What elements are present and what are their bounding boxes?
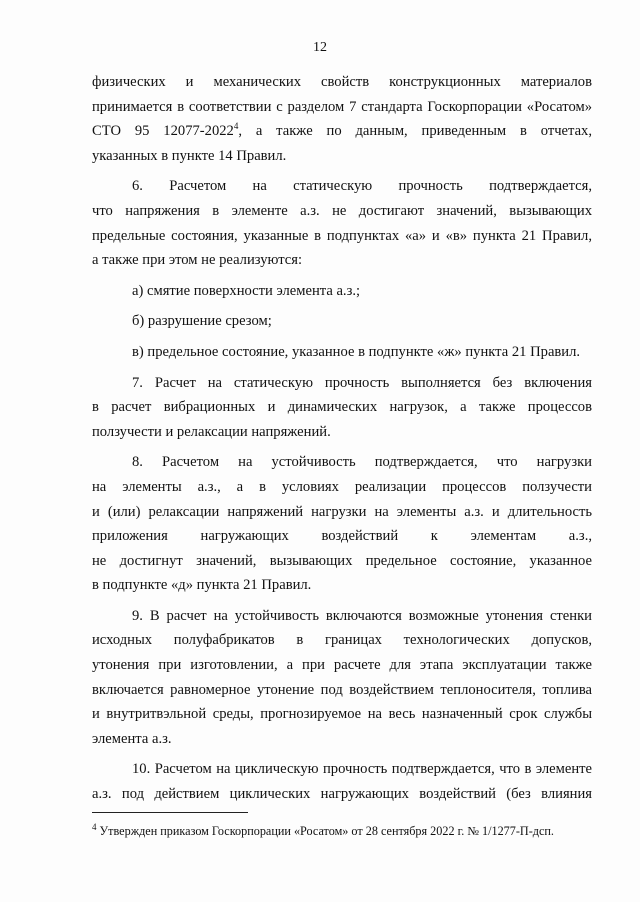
text-line: а.з. под действием циклических нагружающих воздействий (без влияния bbox=[92, 786, 592, 803]
text-line: что напряжения в элементе а.з. не достигают значений, вызывающих bbox=[92, 202, 592, 219]
paragraph-continuation bbox=[92, 70, 592, 168]
footnote bbox=[92, 823, 592, 839]
text-line: на элементы а.з., а в условиях реализации процессов ползучести bbox=[92, 478, 592, 495]
text-line: физических и механических свойств конструкционных материалов bbox=[92, 74, 592, 90]
paragraph-10 bbox=[92, 757, 592, 806]
text-line bbox=[92, 119, 592, 144]
list-item: в) предельное состояние, указанное в подпункте «ж» пункта 21 Правил. bbox=[132, 343, 581, 360]
page-content bbox=[92, 70, 592, 807]
text-line: и (или) релаксации напряжений нагрузки на элементы а.з. и длительность bbox=[92, 503, 592, 520]
text-line: 10. Расчетом на циклическую прочность подтверждается, что в элементе bbox=[132, 761, 592, 778]
footnote-reference: 4 bbox=[233, 121, 239, 132]
text-line: ползучести и релаксации напряжений. bbox=[92, 423, 331, 440]
text-line: включается равномерное утонение под воздействием теплоносителя, топлива bbox=[92, 681, 592, 698]
list-item: а) смятие поверхности элемента а.з.; bbox=[132, 282, 361, 299]
text-line: предельные состояния, указанные в подпунктах «а» и «в» пункта 21 Правил, bbox=[92, 227, 592, 244]
text-line: в расчет вибрационных и динамических нагрузок, а также процессов bbox=[92, 399, 592, 416]
text-line: 8. Расчетом на устойчивость подтверждается, что нагрузки bbox=[132, 454, 592, 471]
list-item: б) разрушение срезом; bbox=[132, 313, 272, 330]
text-line: и внутритвэльной среды, прогнозируемое на весь назначенный срок службы bbox=[92, 706, 592, 723]
paragraph-7 bbox=[92, 371, 592, 445]
text-line: 9. В расчет на устойчивость включаются возможные утонения стенки bbox=[132, 607, 592, 624]
text-line: 7. Расчет на статическую прочность выполняется без включения bbox=[132, 374, 592, 391]
footnote-text: Утвержден приказом Госкорпорации «Росатом» от 28 сентября 2022 г. № 1/1277-П-дсп. bbox=[96, 824, 554, 838]
text-line: исходных полуфабрикатов в границах технологических допусков, bbox=[92, 632, 592, 649]
text-line: в подпункте «д» пункта 21 Правил. bbox=[92, 577, 312, 594]
text-line: не достигнут значений, вызывающих предельное состояние, указанное bbox=[92, 552, 592, 569]
paragraph-6 bbox=[92, 174, 592, 272]
text-fragment: СТО 95 12077-2022 bbox=[92, 123, 234, 140]
paragraph-9 bbox=[92, 604, 592, 752]
text-line: а также при этом не реализуются: bbox=[92, 252, 303, 269]
paragraph-8 bbox=[92, 450, 592, 598]
text-line: 6. Расчетом на статическую прочность подтверждается, bbox=[132, 178, 592, 195]
footnote-mark: 4 bbox=[92, 821, 97, 832]
text-line: приложения нагружающих воздействий к элементам а.з., bbox=[92, 528, 592, 545]
text-line: принимается в соответствии с разделом 7 стандарта Госкорпорации «Росатом» bbox=[92, 98, 592, 115]
text-fragment: , а также по данным, приведенным в отчетах, bbox=[238, 123, 593, 140]
footnote-separator bbox=[92, 812, 248, 813]
text-line: утонения при изготовлении, а при расчете для этапа эксплуатации также bbox=[92, 657, 592, 674]
text-line: указанных в пункте 14 Правил. bbox=[92, 147, 287, 164]
page-number: 12 bbox=[313, 40, 327, 55]
text-line: элемента а.з. bbox=[92, 730, 172, 747]
